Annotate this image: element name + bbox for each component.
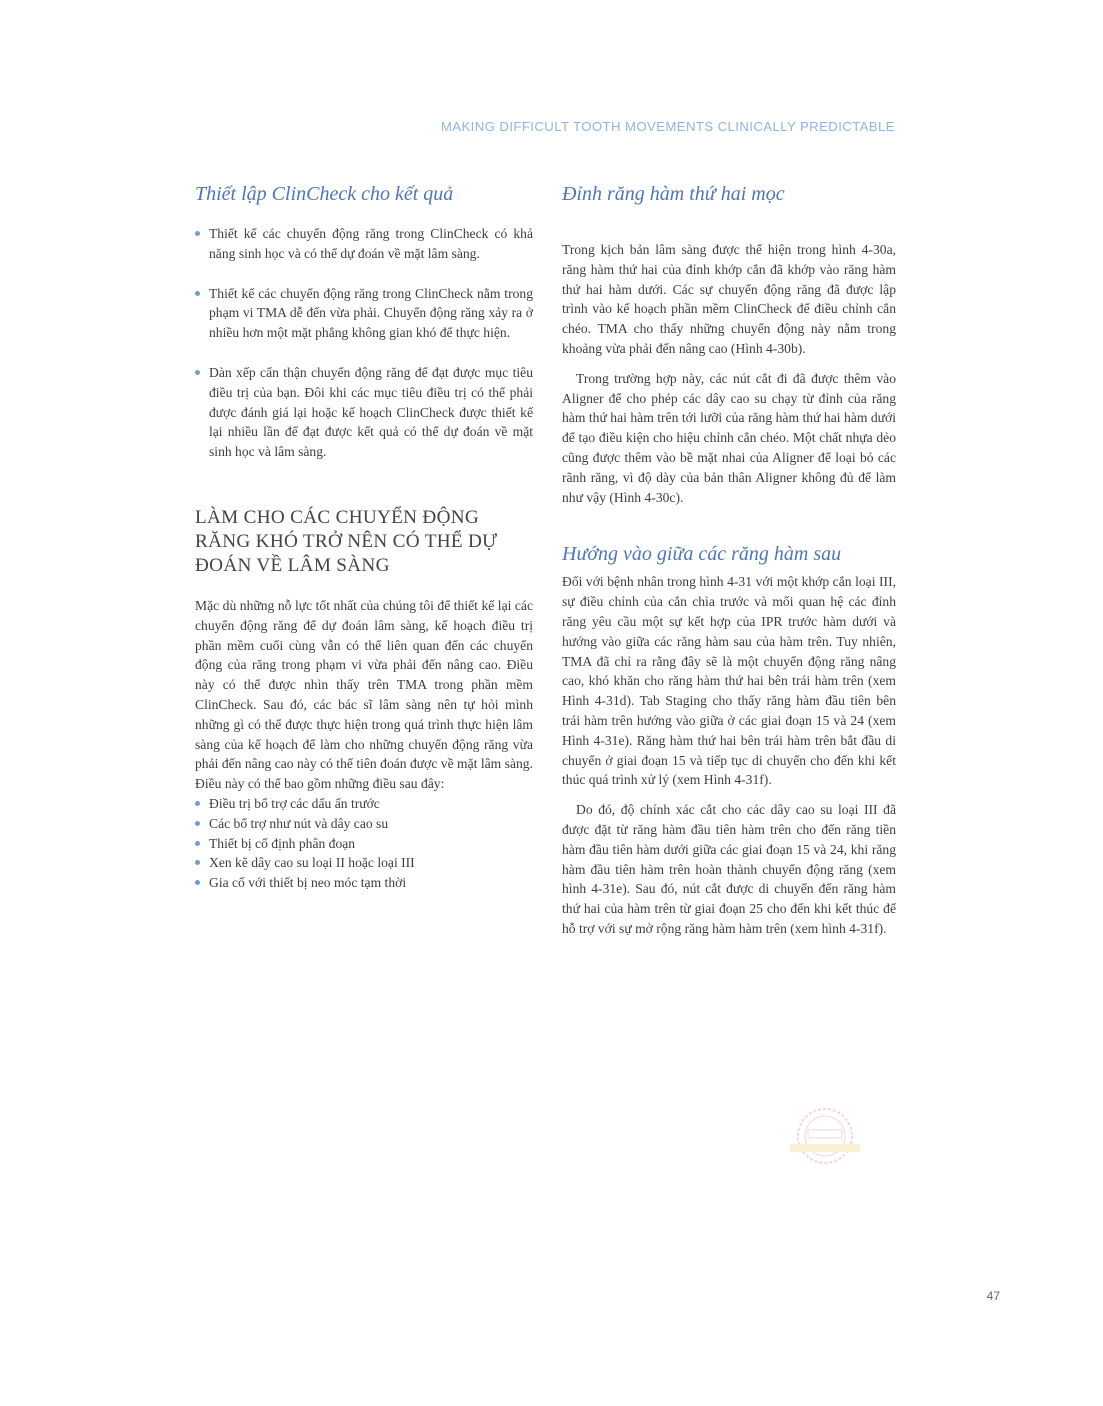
body-paragraph: Mặc dù những nỗ lực tốt nhất của chúng tôi để thiết kế lại các chuyển động răng để dự đoán lâm sàng, kế hoạch điều trị phần mềm cuối cùng vẫn có thể liên quan đến các chuyển động của răng trong phạm vi vừa phải đến nâng cao. Điều này có thể được nhìn thấy trên TMA trong phần mềm ClinCheck. Sau đó, các bác sĩ lâm sàng nên tự hỏi mình những gì có thể được thực hiện trong quá trình thực hiện lâm sàng của kế hoạch để làm cho những chuyển động răng vừa phải đến nâng cao này có thể tiên đoán được về mặt lâm sàng. Điều này có thể bao gồm những điều sau đây: bbox=[195, 597, 533, 792]
section-title-posterior-molars: Hướng vào giữa các răng hàm sau bbox=[562, 543, 842, 566]
clincheck-setup-list bbox=[195, 224, 533, 462]
page-number: 47 bbox=[986, 1289, 1000, 1303]
running-header: MAKING DIFFICULT TOOTH MOVEMENTS CLINICALLY PREDICTABLE bbox=[440, 119, 895, 134]
section-title-second-molar: Đỉnh răng hàm thứ hai mọc bbox=[562, 183, 785, 205]
list-item: Gia cố với thiết bị neo móc tạm thời bbox=[195, 873, 533, 893]
list-item: Các bổ trợ như nút và dây cao su bbox=[195, 814, 533, 834]
bullet-icon bbox=[195, 860, 200, 865]
list-item: Dàn xếp cẩn thận chuyển động răng để đạt được mục tiêu điều trị của bạn. Đôi khi các mục tiêu điều trị có thể phải được đánh giá lại hoặc kế hoạch ClinCheck được thiết kế lại nhiều lần để đạt được kết quả có thể dự đoán về mặt sinh học và lâm sàng. bbox=[195, 363, 533, 462]
left-column bbox=[195, 183, 533, 893]
body-paragraph: Do đó, độ chính xác cắt cho các dây cao su loại III đã được đặt từ răng hàm đầu tiên hàm trên cho đến răng tiền hàm đầu tiên hàm dưới giữa các giai đoạn 15 và 24, khi răng hàm đầu tiên hàm trên hoàn thành chuyển động răng (xem hình 4-31e). Sau đó, nút cắt được di chuyển đến răng hàm thứ hai của hàm trên từ giai đoạn 25 cho đến khi kết thúc để hỗ trợ với sự mở rộng răng hàm hàm trên (xem hình 4-31f). bbox=[562, 802, 896, 936]
body-paragraph: Trong kịch bản lâm sàng được thể hiện trong hình 4-30a, răng hàm thứ hai của đỉnh khớp cắn đã khớp vào răng hàm thứ hai hàm dưới. Các sự chuyển động răng đã được lập trình vào kế hoạch phần mềm ClinCheck để điều chỉnh cắn chéo. TMA cho thấy những chuyển động này nằm trong khoảng vừa phải đến nâng cao (Hình 4-30b). bbox=[562, 242, 896, 356]
section-title-predictable-movements: LÀM CHO CÁC CHUYỂN ĐỘNG RĂNG KHÓ TRỞ NÊN CÓ THỂ DỰ ĐOÁN VỀ LÂM SÀNG bbox=[195, 506, 498, 576]
bullet-icon bbox=[195, 880, 200, 885]
watermark-stamp-icon bbox=[780, 1106, 870, 1166]
bullet-icon bbox=[195, 801, 200, 806]
body-paragraph: Trong trường hợp này, các nút cắt đi đã được thêm vào Aligner để cho phép các dây cao su chạy từ đỉnh của răng hàm thứ hai hàm trên tới lưỡi của răng hàm thứ hai hàm dưới để tạo điều kiện cho hiệu chỉnh cắn chéo. Một chất nhựa dẻo cũng được thêm vào bề mặt nhai của Aligner để loại bỏ các rãnh răng, vì độ dày của bản thân Aligner không đủ để làm như vậy (Hình 4-30c). bbox=[562, 370, 896, 505]
list-item: Xen kẽ dây cao su loại II hoặc loại III bbox=[195, 853, 533, 873]
bullet-icon bbox=[195, 291, 200, 296]
body-paragraph: Đối với bệnh nhân trong hình 4-31 với một khớp cắn loại III, sự điều chỉnh của cắn chìa trước và mối quan hệ các đỉnh răng yêu cầu một sự kết hợp của IPR trước hàm dưới và hướng vào giữa các răng hàm sau của hàm trên. Tuy nhiên, TMA đã chỉ ra rằng đây sẽ là một chuyển động răng nâng cao, khó khăn cho răng hàm thứ hai bên trái hàm trên (xem Hình 4-31d). Tab Staging cho thấy răng hàm đầu tiên bên trái hàm trên hướng vào giữa ở các giai đoạn 15 và 24 (xem Hình 4-31e). Răng hàm thứ hai bên trái hàm trên bắt đầu di chuyển ở giai đoạn 15 và tiếp tục di chuyển cho đến khi kết thúc quá trình xử lý (xem Hình 4-31f). bbox=[562, 574, 896, 788]
adjunct-list bbox=[195, 794, 533, 893]
bullet-icon bbox=[195, 821, 200, 826]
section-title-clincheck-setup: Thiết lập ClinCheck cho kết quả bbox=[195, 183, 454, 205]
list-item: Thiết kế các chuyển động răng trong ClinCheck nằm trong phạm vi TMA dễ đến vừa phải. Chuyển động răng xảy ra ở nhiều hơn một mặt phẳng không gian khó để thực hiện. bbox=[195, 284, 533, 343]
right-column bbox=[562, 183, 896, 949]
bullet-icon bbox=[195, 231, 200, 236]
bullet-icon bbox=[195, 841, 200, 846]
list-item: Thiết kế các chuyển động răng trong ClinCheck có khả năng sinh học và có thể dự đoán về mặt lâm sàng. bbox=[195, 224, 533, 264]
bullet-icon bbox=[195, 370, 200, 375]
list-item: Điều trị bổ trợ các dấu ấn trước bbox=[195, 794, 533, 814]
list-item: Thiết bị cố định phân đoạn bbox=[195, 834, 533, 854]
